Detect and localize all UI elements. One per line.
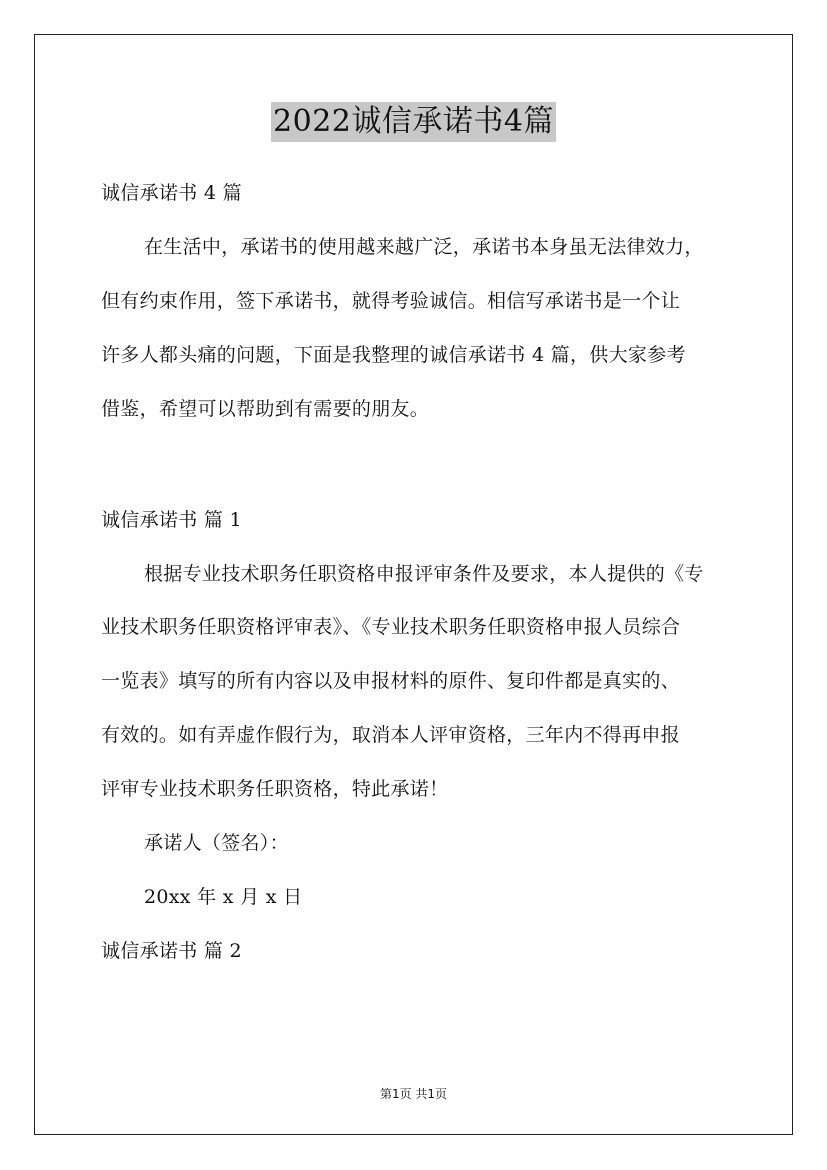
paragraph-line: 在生活中，承诺书的使用越来越广泛，承诺书本身虽无法律效力， — [144, 236, 704, 258]
document-title: 2022诚信承诺书4篇 — [271, 102, 556, 142]
paragraph-line: 许多人都头痛的问题，下面是我整理的诚信承诺书 4 篇，供大家参考 — [101, 344, 686, 366]
section-heading: 诚信承诺书 篇 2 — [101, 940, 242, 962]
paragraph-line: 评审专业技术职务任职资格，特此承诺！ — [101, 778, 449, 800]
paragraph-line: 根据专业技术职务任职资格申报评审条件及要求，本人提供的《专 — [144, 563, 704, 585]
title-container — [0, 102, 827, 142]
paragraph-line: 业技术职务任职资格评审表》、《专业技术职务任职资格申报人员综合 — [101, 616, 681, 638]
paragraph-line: 借鉴，希望可以帮助到有需要的朋友。 — [101, 398, 430, 420]
page-footer: 第1页 共1页 — [379, 1087, 448, 1101]
paragraph-line: 但有约束作用，签下承诺书，就得考验诚信。相信写承诺书是一个让 — [101, 290, 681, 312]
date-line: 20xx 年 x 月 x 日 — [144, 886, 303, 908]
signature-label: 承诺人（签名）： — [144, 832, 289, 854]
paragraph-line: 一览表》填写的所有内容以及申报材料的原件、复印件都是真实的、 — [101, 670, 681, 692]
subtitle: 诚信承诺书 4 篇 — [101, 182, 242, 204]
paragraph-line: 有效的。如有弄虚作假行为，取消本人评审资格，三年内不得再申报 — [101, 724, 681, 746]
section-heading: 诚信承诺书 篇 1 — [101, 509, 242, 531]
